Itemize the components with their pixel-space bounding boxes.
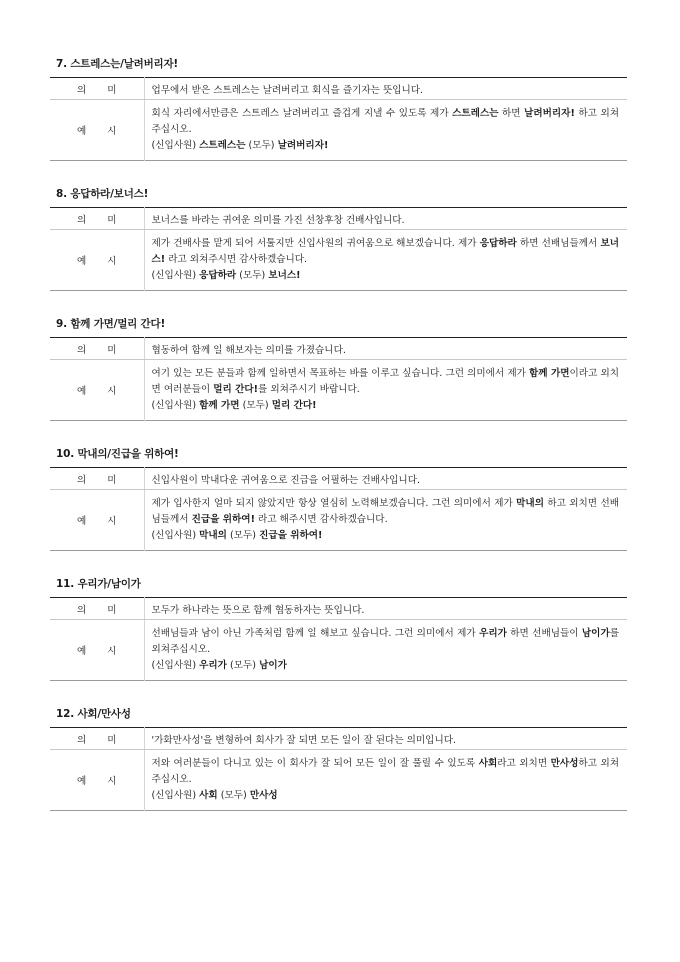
role-all: (모두) [230,530,257,541]
meaning-row [50,208,627,230]
example-label: 예 시 [50,360,144,421]
section-title: 8. 응답하라/보너스! [56,188,149,200]
meaning-row [50,468,627,490]
meaning-text: '가화만사성'을 변형하여 회사가 잘 되면 모든 일이 잘 된다는 의미입니다. [144,728,627,750]
meaning-text: 보너스를 바라는 귀여운 의미를 가진 선창후창 건배사입니다. [144,208,627,230]
example-text: 저와 여러분들이 다니고 있는 이 회사가 잘 되어 모든 일이 잘 풀릴 수 있도록 사회라고 외치면 만사성하고 외쳐주십시오. (신입사원) 사회 (모두) 만사성 [151,758,620,801]
meaning-label: 의 미 [50,468,144,490]
section-title: 12. 사회/만사성 [56,708,131,720]
call-line: 우리가 [199,660,227,671]
role-all: (모두) [239,270,266,281]
toast-table [50,207,627,291]
role-all: (모두) [242,400,269,411]
response-keyword: 만사성 [550,758,579,769]
toast-section [50,446,627,551]
role-all: (모두) [220,790,247,801]
call-line: 스트레스는 [199,140,246,151]
response-keyword: 남이가 [581,628,610,639]
meaning-label: 의 미 [50,728,144,750]
example-label: 예 시 [50,100,144,161]
call-keyword: 막내의 [516,498,544,509]
role-new: (신입사원) [151,530,197,541]
toast-section [50,706,627,811]
meaning-label: 의 미 [50,208,144,230]
example-row [50,750,627,811]
example-text: 선배님들과 남이 아닌 가족처럼 함께 일 해보고 싶습니다. 그런 의미에서 제가 우리가 하면 선배님들이 남이가를 외쳐주십시오. (신입사원) 우리가 (모두) 남이가 [151,628,619,671]
example-row [50,620,627,681]
section-title: 9. 함께 가면/멀리 간다! [56,318,166,330]
meaning-row [50,78,627,100]
role-new: (신입사원) [151,660,197,671]
toast-table [50,467,627,551]
meaning-text: 업무에서 받은 스트레스는 날려버리고 회식을 즐기자는 뜻입니다. [144,78,627,100]
meaning-label: 의 미 [50,338,144,360]
meaning-text: 신입사원이 막내다운 귀여움으로 진급을 어필하는 건배사입니다. [144,468,627,490]
role-new: (신입사원) [151,270,197,281]
toast-table [50,337,627,421]
call-keyword: 응답하라 [479,238,517,249]
example-label: 예 시 [50,230,144,291]
role-new: (신입사원) [151,790,197,801]
example-label: 예 시 [50,490,144,551]
meaning-row [50,338,627,360]
section-title: 11. 우리가/남이가 [56,578,141,590]
toast-table [50,727,627,811]
response-line: 남이가 [259,660,287,671]
response-line: 진급을 위하여! [259,530,323,541]
call-line: 막내의 [199,530,227,541]
call-keyword: 스트레스는 [452,108,499,119]
example-row [50,360,627,421]
response-line: 날려버리자! [277,140,329,151]
response-keyword: 멀리 간다! [213,384,259,395]
toast-table [50,597,627,681]
call-line: 함께 가면 [199,400,240,411]
meaning-text: 모두가 하나라는 뜻으로 함께 협동하자는 뜻입니다. [144,598,627,620]
role-all: (모두) [230,660,257,671]
toast-section [50,186,627,291]
example-text: 여기 있는 모든 분들과 함께 일하면서 목표하는 바를 이루고 싶습니다. 그런 의미에서 제가 함께 가면이라고 외치면 여러분들이 멀리 간다!를 외쳐주시기 바랍니다. (신입사원) 함께 가면 (모두) 멀리 간다! [151,368,620,411]
example-text: 회식 자리에서만큼은 스트레스 날려버리고 즐겁게 지낼 수 있도록 제가 스트레스는 하면 날려버리자! 하고 외쳐주십시오. (신입사원) 스트레스는 (모두) 날려버리자! [151,108,619,151]
example-label: 예 시 [50,620,144,681]
role-all: (모두) [248,140,275,151]
meaning-row [50,728,627,750]
call-keyword: 우리가 [479,628,507,639]
example-text: 제가 건배사를 맡게 되어 서툴지만 신입사원의 귀여움으로 해보겠습니다. 제가 응답하라 하면 선배님들께서 보너스! 라고 외쳐주시면 감사하겠습니다. (신입사원) 응답하라 (모두) 보너스! [151,238,619,281]
response-line: 보너스! [268,270,301,281]
example-label: 예 시 [50,750,144,811]
response-keyword: 날려버리자! [524,108,575,119]
section-title: 10. 막내의/진급을 위하여! [56,448,179,460]
role-new: (신입사원) [151,400,197,411]
example-row [50,490,627,551]
example-text: 제가 입사한지 얼마 되지 않았지만 항상 열심히 노력해보겠습니다. 그런 의미에서 제가 막내의 하고 외치면 선배님들께서 진급을 위하여! 라고 해주시면 감사하겠습니다. (신입사원) 막내의 (모두) 진급을 위하여! [151,498,619,541]
response-line: 만사성 [249,790,278,801]
meaning-row [50,598,627,620]
toast-table [50,77,627,161]
toast-section [50,576,627,681]
call-line: 사회 [199,790,218,801]
response-keyword: 보너스! [151,238,619,265]
response-line: 멀리 간다! [271,400,317,411]
document-page [50,56,627,811]
call-keyword: 함께 가면 [529,368,570,379]
meaning-text: 협동하여 함께 일 해보자는 의미를 가졌습니다. [144,338,627,360]
call-keyword: 사회 [478,758,498,769]
meaning-label: 의 미 [50,78,144,100]
example-row [50,230,627,291]
toast-section [50,56,627,161]
toast-section [50,316,627,421]
section-title: 7. 스트레스는/날려버리자! [56,58,179,70]
call-line: 응답하라 [199,270,237,281]
response-keyword: 진급을 위하여! [191,514,255,525]
role-new: (신입사원) [151,140,197,151]
meaning-label: 의 미 [50,598,144,620]
example-row [50,100,627,161]
